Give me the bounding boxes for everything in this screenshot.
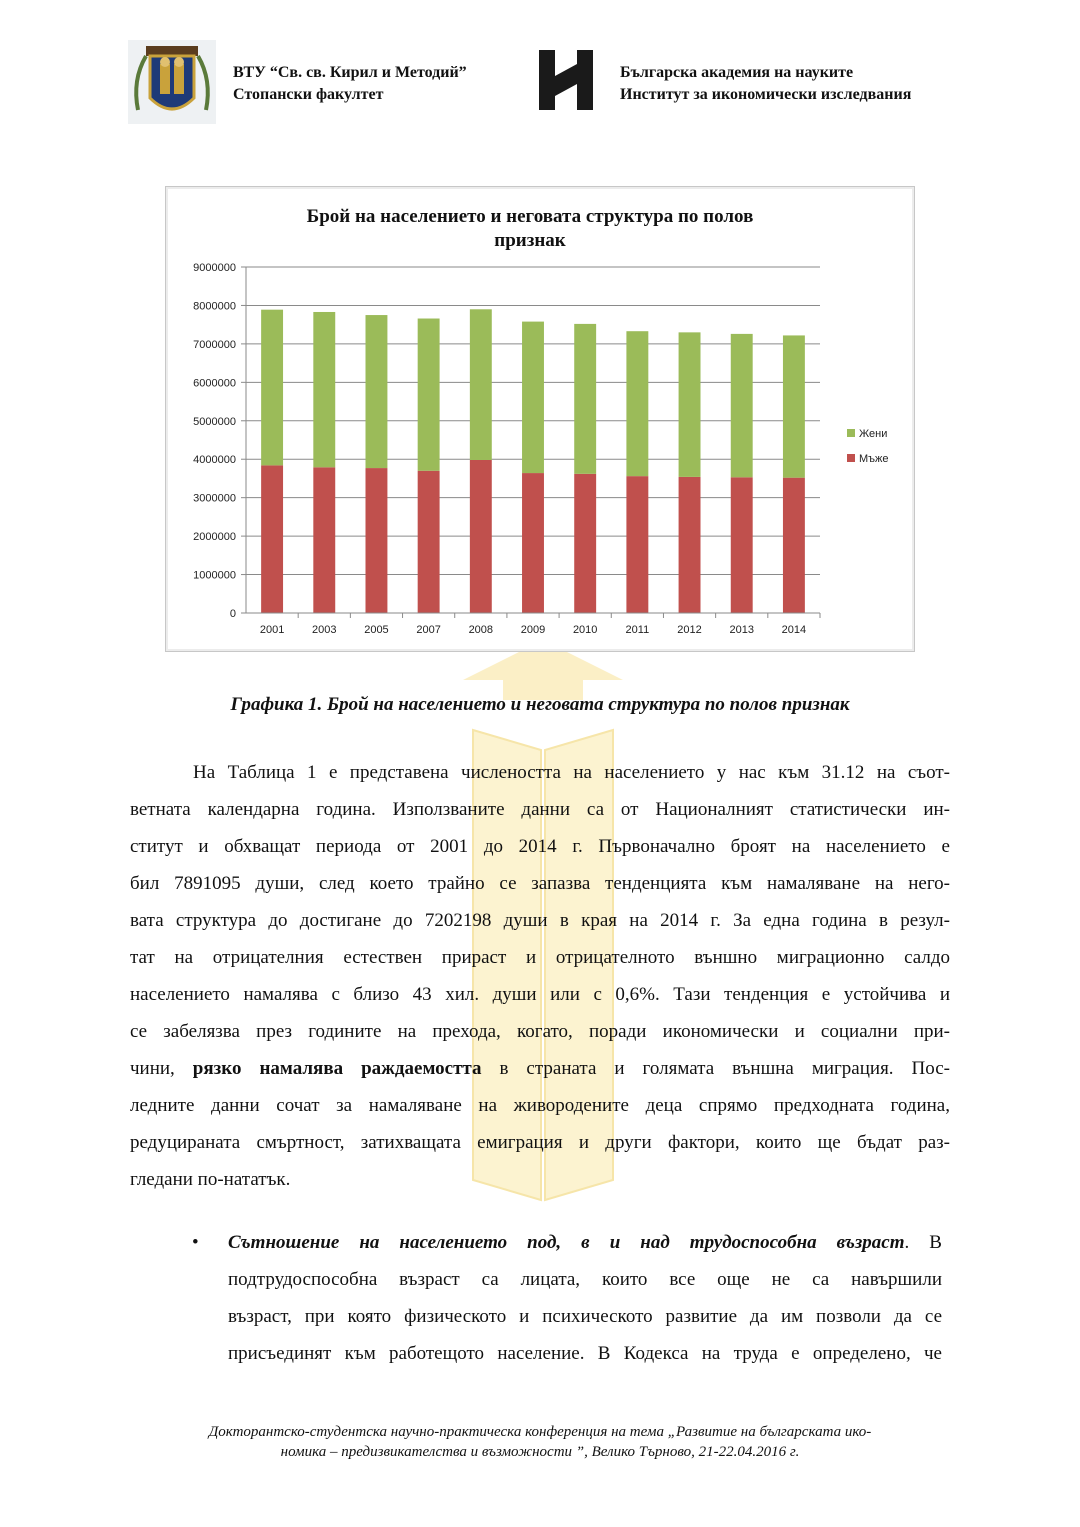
y-tick-label: 1000000 xyxy=(193,569,236,582)
y-tick-label: 2000000 xyxy=(193,531,236,544)
chart-title-line1: Брой на населението и неговата структура по полов xyxy=(306,206,754,227)
bullet-text xyxy=(228,1224,942,1372)
paragraph-line: бил 7891095 души, след което трайно се запазва тенденцията към намаляване на него- xyxy=(130,873,950,894)
bullet-line: присъединят към работещото население. В Кодекса на труда е определено, че xyxy=(228,1343,942,1364)
bar-women-2011 xyxy=(626,331,648,476)
x-tick-label: 2014 xyxy=(781,624,807,636)
x-tick-label: 2011 xyxy=(625,624,650,636)
population-chart xyxy=(165,186,915,652)
x-tick-label: 2007 xyxy=(416,624,441,636)
bar-men-2009 xyxy=(522,473,544,613)
y-tick-label: 4000000 xyxy=(193,454,236,467)
bar-women-2009 xyxy=(522,322,544,473)
footer-line: Докторантско-студентска научно-практическа конференция на тема „Развитие на българската ико- xyxy=(208,1424,872,1440)
header-left-text xyxy=(233,62,467,106)
paragraph-line: вата структура до достигане до 7202198 души в края на 2014 г. За една година в резул- xyxy=(130,910,950,931)
bullet-line xyxy=(228,1224,942,1261)
x-tick-label: 2013 xyxy=(729,624,754,636)
x-tick-label: 2001 xyxy=(259,624,285,636)
paragraph-text: в страната и голямата външна миграция. Пос- xyxy=(499,1058,950,1079)
paragraph-line: ститут и обхващат периода от 2001 до 2014 г. Първоначално броят на населението е xyxy=(130,836,950,857)
bullet-text-rest: . В xyxy=(904,1232,942,1253)
y-tick-label: 7000000 xyxy=(193,338,236,351)
page-header xyxy=(0,0,1080,140)
x-tick-label: 2008 xyxy=(468,624,494,636)
x-tick-label: 2010 xyxy=(572,624,598,636)
chart-legend xyxy=(847,428,889,465)
bar-men-2012 xyxy=(679,477,701,613)
chart-title-line2: признак xyxy=(494,230,566,251)
paragraph-line: На Таблица 1 е представена числеността на населението у нас към 31.12 на съот- xyxy=(193,762,950,783)
institute-name: Институт за икономически изследвания xyxy=(620,86,912,103)
legend-swatch xyxy=(847,429,855,437)
institute-logo-icon xyxy=(537,46,595,114)
bar-men-2003 xyxy=(313,467,335,613)
legend-swatch xyxy=(847,454,855,462)
x-tick-label: 2009 xyxy=(520,624,546,636)
paragraph-line: тат на отрицателния естествен прираст и отрицателното външно миграционно салдо xyxy=(130,947,950,968)
x-tick-label: 2003 xyxy=(312,624,337,636)
main-paragraph xyxy=(130,754,950,1198)
bar-women-2007 xyxy=(418,319,440,471)
paragraph-line: ледните данни сочат за намаляване на живородените деца спрямо предходната година, xyxy=(130,1095,950,1116)
y-tick-label: 5000000 xyxy=(193,415,236,428)
y-tick-label: 8000000 xyxy=(193,300,236,313)
bar-men-2010 xyxy=(574,474,596,613)
emphasis-text: рязко намалява раждаемостта xyxy=(192,1058,482,1079)
header-right-text xyxy=(620,62,911,106)
y-tick-label: 9000000 xyxy=(193,262,236,274)
bar-men-2007 xyxy=(418,471,440,613)
x-tick-label: 2005 xyxy=(364,624,389,636)
chart-bars xyxy=(261,309,805,613)
bar-women-2008 xyxy=(470,309,492,460)
figure-caption: Графика 1. Брой на населението и неговата структура по полов признак xyxy=(230,694,850,715)
paragraph-line: се забелязва през годините на прехода, когато, поради икономически и социални при- xyxy=(130,1021,950,1042)
bar-men-2005 xyxy=(365,468,387,613)
paragraph-line: редуцираната смъртност, затихващата емиграция и други фактори, които ще бъдат раз- xyxy=(130,1132,950,1153)
y-tick-label: 0 xyxy=(229,608,236,620)
bar-men-2011 xyxy=(626,476,648,613)
faculty-name: Стопански факултет xyxy=(233,86,384,103)
bar-women-2013 xyxy=(731,334,753,477)
bullet-line: подтрудоспособна възраст са лицата, които все още не са навършили xyxy=(228,1269,942,1290)
paragraph-text: чини, xyxy=(130,1058,175,1079)
y-tick-label: 3000000 xyxy=(193,492,236,505)
page-footer xyxy=(0,1422,1080,1462)
bar-women-2012 xyxy=(679,332,701,477)
bar-men-2001 xyxy=(261,465,283,613)
bar-women-2003 xyxy=(313,312,335,467)
bar-women-2005 xyxy=(365,315,387,468)
university-name: ВТУ “Св. св. Кирил и Методий” xyxy=(233,64,467,81)
paragraph-line: ветната календарна година. Използваните данни са от Националният статистически ин- xyxy=(130,799,950,820)
chart-canvas xyxy=(166,187,914,651)
bullet-heading: Сътношение на населението под, в и над трудоспособна възраст xyxy=(228,1232,905,1253)
bar-women-2010 xyxy=(574,324,596,474)
x-tick-label: 2012 xyxy=(677,624,702,636)
paragraph xyxy=(130,754,950,1198)
bar-women-2014 xyxy=(783,335,805,477)
bullet-marker: • xyxy=(192,1232,199,1253)
paragraph-line: населението намалява с близо 43 хил. души или с 0,6%. Тази тенденция е устойчива и xyxy=(130,984,950,1005)
bar-men-2014 xyxy=(783,478,805,613)
university-crest-icon xyxy=(128,40,216,124)
bullet-line: възраст, при която физическото и психическото развитие да им позволи да се xyxy=(228,1306,942,1327)
footer-line: номика – предизвикателства и възможности ”, Велико Търново, 21-22.04.2016 г. xyxy=(280,1444,800,1460)
chart-axes xyxy=(193,262,820,636)
bar-women-2001 xyxy=(261,310,283,466)
paragraph-line-mixed xyxy=(130,1050,950,1087)
bar-men-2008 xyxy=(470,460,492,613)
y-tick-label: 6000000 xyxy=(193,377,236,390)
legend-label: Жени xyxy=(859,428,888,440)
paragraph-line: гледани по-нататък. xyxy=(130,1169,291,1190)
legend-label: Мъже xyxy=(859,453,889,465)
bar-men-2013 xyxy=(731,477,753,613)
academy-name: Българска академия на науките xyxy=(620,64,854,81)
